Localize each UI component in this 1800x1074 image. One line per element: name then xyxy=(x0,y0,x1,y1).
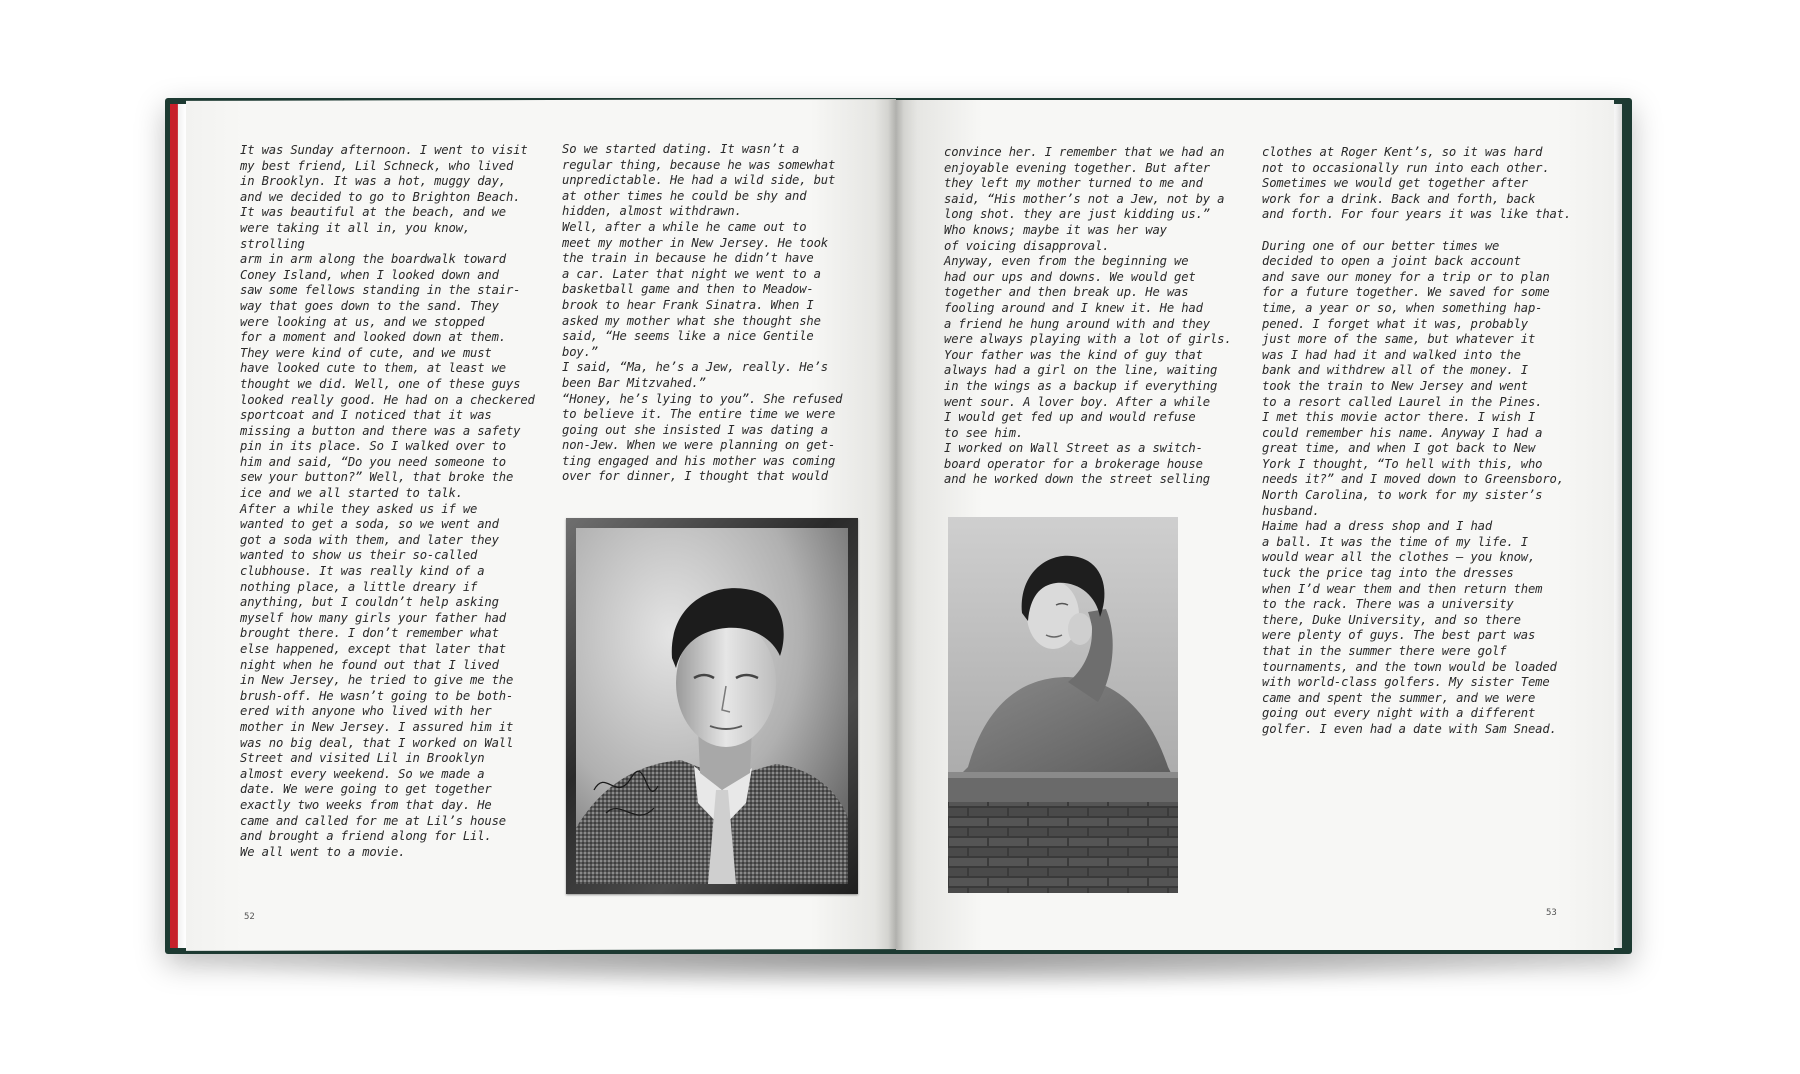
page-number-right: 53 xyxy=(1546,908,1557,918)
left-page-column-2: So we started dating. It wasn’t a regular thing, because he was somewhat unpredictable. He had a wild side, but at other times he could be shy and hidden, almost withdrawn. Well, after a while he came out to meet my mother in New Jersey. He took the train in because he didn’t have a car. Later that night we went to a basketball game and then to Meadow- brook to hear Frank Sinatra. When I asked my mother what she thought she said, “He seems like a nice Gentile boy.” I said, “Ma, he’s a Jew, really. He’s been Bar Mitzvahed.” “Honey, he’s lying to you”. She refused to believe it. The entire time we were going out she insisted I was dating a non-Jew. When we were planning on get- ting engaged and his mother was coming over for dinner, I thought that would xyxy=(562,142,843,484)
page-number-left: 52 xyxy=(244,912,255,922)
book-gutter xyxy=(888,100,904,950)
left-page-column-1: It was Sunday afternoon. I went to visit my best friend, Lil Schneck, who lived in Brooklyn. It was a hot, muggy day, and we decided to go to Brighton Beach. It was beautiful at the beach, and we were taking it all in, you know, strolling arm in arm along the boardwalk toward Coney Island, when I looked down and saw some fellows standing in the stair- way that goes down to the sand. They were looking at us, and we stopped for a moment and looked down at them. They were kind of cute, and we must have looked cute to them, at least we thought we did. Well, one of these guys looked really good. He had on a checkered sportcoat and I noticed that it was missing a button and there was a safety pin in its place. So I walked over to him and said, “Do you need someone to sew your button?” Well, that broke the ice and we all started to talk. After a while they asked us if we wanted to get a soda, so we went and got a soda with them, and later they wanted to show us their so-called clubhouse. It was really kind of a nothing place, a little dreary if anything, but I couldn’t help asking myself how many girls your father had brought there. I don’t remember what else happened, except that later that night when he found out that I lived in New Jersey, he tried to give me the brush-off. He wasn’t going to be both- ered with anyone who lived with her mother in New Jersey. I assured him it was no big deal, that I worked on Wall Street and visited Lil in Brooklyn almost every weekend. So we made a date. We were going to get together exactly two weeks from that day. He came and called for me at Lil’s house and brought a friend along for Lil. We all went to a movie. xyxy=(240,143,535,859)
framed-portrait-photo xyxy=(566,518,858,894)
woman-leaning-photo xyxy=(948,517,1178,893)
portrait-photo-image xyxy=(576,528,848,884)
right-page-column-1: convince her. I remember that we had an enjoyable evening together. But after they left my mother turned to me and said, “His mother’s not a Jew, not by a long shot. they are just kidding us.” Who knows; maybe it was her way of voicing disapproval. Anyway, even from the beginning we had our ups and downs. We would get together and then break up. He was fooling around and I knew it. He had a friend he hung around with and they were always playing with a lot of girls. Your father was the kind of guy that always had a girl on the line, waiting in the wings as a backup if everything went sour. A lover boy. After a while I would get fed up and would refuse to see him. I worked on Wall Street as a switch- board operator for a brokerage house and he worked down the street selling xyxy=(944,145,1232,487)
right-page-column-2: clothes at Roger Kent’s, so it was hard not to occasionally run into each other. Sometimes we would get together after work for a drink. Back and forth, back and forth. For four years it was like that. During one of our better times we decided to open a joint back account and save our money for a trip or to plan for a future together. We saved for some time, a year or so, when something hap- pened. I forget what it was, probably just more of the same, but whatever it was I had had it and walked into the bank and withdrew all of the money. I took the train to New Jersey and went to a resort called Laurel in the Pines. I met this movie actor there. I wish I could remember his name. Anyway I had a great time, and when I got back to New York I thought, “To hell with this, who needs it?” and I moved down to Greensboro, North Carolina, to work for my sister’s husband. Haime had a dress shop and I had a ball. It was the time of my life. I would wear all the clothes – you know, tuck the price tag into the dresses when I’d wear them and then return them to the rack. There was a university there, Duke University, and so there were plenty of guys. The best part was that in the summer there were golf tournaments, and the town would be loaded with world-class golfers. My sister Teme came and spent the summer, and we were going out every night with a different golfer. I even had a date with Sam Snead. xyxy=(1262,145,1572,736)
